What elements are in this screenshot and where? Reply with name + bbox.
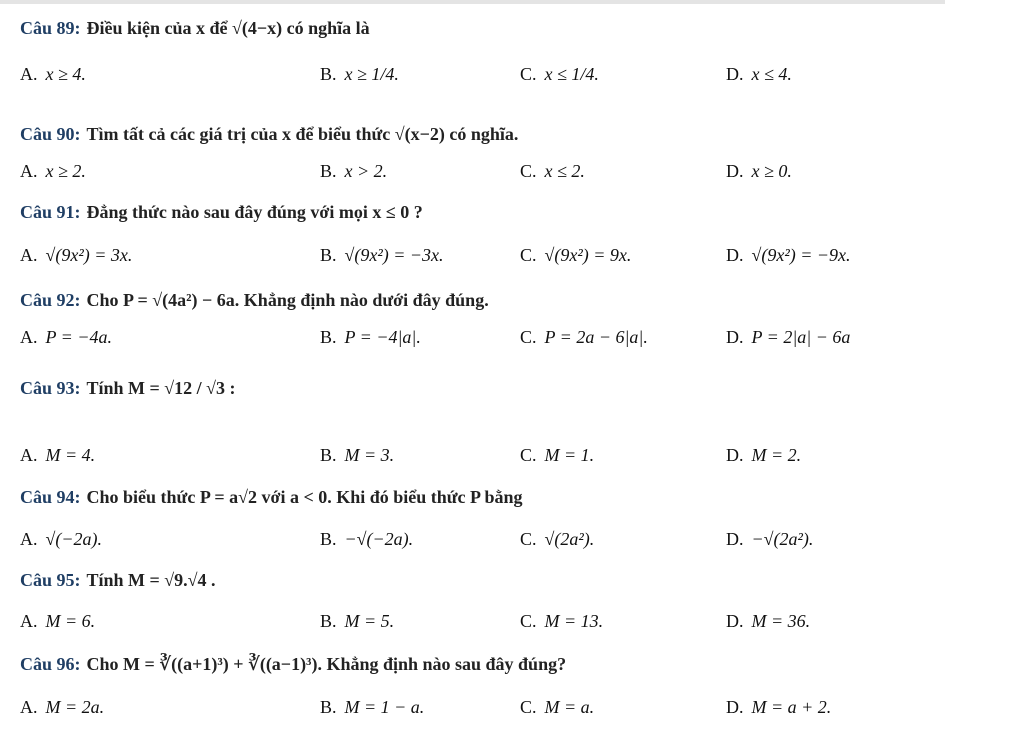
option-label: C. (520, 161, 537, 181)
option-text: M = 5. (344, 611, 395, 631)
answer-option-a[interactable] (20, 610, 95, 632)
answer-option-b[interactable] (320, 160, 387, 182)
answer-option-c[interactable] (520, 63, 599, 85)
question-number: Câu 91: (20, 202, 81, 222)
option-label: B. (320, 161, 337, 181)
answer-option-b[interactable] (320, 528, 413, 550)
question-number: Câu 90: (20, 124, 81, 144)
question-92 (20, 290, 489, 310)
option-text: M = 1. (544, 445, 595, 465)
option-text: √(9x²) = −3x. (344, 245, 444, 265)
option-text: x ≥ 1/4. (344, 64, 399, 84)
option-text: M = 6. (45, 611, 96, 631)
option-label: B. (320, 611, 337, 631)
answer-option-a[interactable] (20, 244, 132, 266)
option-text: M = a + 2. (751, 697, 832, 717)
option-label: D. (726, 64, 744, 84)
question-95 (20, 570, 216, 590)
answer-option-d[interactable] (726, 444, 801, 466)
option-label: B. (320, 327, 337, 347)
answer-option-c[interactable] (520, 444, 594, 466)
answer-option-c[interactable] (520, 160, 585, 182)
answer-options (20, 696, 940, 720)
top-divider (0, 0, 945, 4)
option-label: B. (320, 529, 337, 549)
option-label: C. (520, 611, 537, 631)
question-91 (20, 202, 423, 222)
answer-options (20, 63, 940, 87)
question-stem: Tính M = √9.√4 . (86, 570, 216, 590)
question-stem: Tìm tất cả các giá trị của x để biểu thức √(x−2) có nghĩa. (86, 124, 519, 144)
question-90 (20, 124, 518, 144)
question-stem: Đẳng thức nào sau đây đúng với mọi x ≤ 0 ? (86, 202, 423, 222)
option-label: D. (726, 697, 744, 717)
answer-options (20, 244, 940, 268)
option-text: M = 2. (751, 445, 802, 465)
question-stem: Cho biểu thức P = a√2 với a < 0. Khi đó biểu thức P bằng (86, 487, 523, 507)
answer-option-c[interactable] (520, 326, 648, 348)
option-text: M = 1 − a. (344, 697, 425, 717)
option-label: C. (520, 697, 537, 717)
answer-options (20, 326, 940, 350)
option-text: √(2a²). (544, 529, 595, 549)
option-text: x ≤ 2. (544, 161, 585, 181)
answer-option-b[interactable] (320, 244, 444, 266)
option-label: D. (726, 611, 744, 631)
option-text: √(9x²) = 3x. (45, 245, 133, 265)
answer-option-d[interactable] (726, 696, 831, 718)
option-label: D. (726, 327, 744, 347)
option-text: M = 36. (751, 611, 811, 631)
option-label: C. (520, 445, 537, 465)
answer-option-d[interactable] (726, 160, 792, 182)
option-text: P = −4|a|. (344, 327, 421, 347)
answer-option-a[interactable] (20, 444, 95, 466)
option-text: √(9x²) = 9x. (544, 245, 632, 265)
option-text: x ≥ 2. (45, 161, 86, 181)
option-label: D. (726, 529, 744, 549)
option-label: A. (20, 445, 38, 465)
question-stem: Cho P = √(4a²) − 6a. Khẳng định nào dưới đây đúng. (86, 290, 489, 310)
answer-option-b[interactable] (320, 444, 394, 466)
option-text: x ≤ 1/4. (544, 64, 599, 84)
answer-options (20, 610, 940, 634)
answer-option-d[interactable] (726, 610, 810, 632)
answer-option-b[interactable] (320, 63, 399, 85)
option-label: A. (20, 611, 38, 631)
answer-option-a[interactable] (20, 528, 102, 550)
option-label: B. (320, 245, 337, 265)
option-label: C. (520, 529, 537, 549)
answer-option-b[interactable] (320, 326, 421, 348)
option-label: A. (20, 529, 38, 549)
option-text: −√(−2a). (344, 529, 414, 549)
question-number: Câu 93: (20, 378, 81, 398)
option-text: −√(2a²). (751, 529, 814, 549)
question-stem: Tính M = √12 / √3 : (86, 378, 236, 398)
answer-option-b[interactable] (320, 610, 394, 632)
answer-option-b[interactable] (320, 696, 424, 718)
answer-option-d[interactable] (726, 528, 813, 550)
question-89 (20, 18, 370, 38)
question-stem: Điều kiện của x để √(4−x) có nghĩa là (86, 18, 370, 38)
option-label: B. (320, 697, 337, 717)
question-number: Câu 89: (20, 18, 81, 38)
option-label: A. (20, 161, 38, 181)
question-number: Câu 92: (20, 290, 81, 310)
option-text: M = 13. (544, 611, 604, 631)
question-94 (20, 487, 523, 507)
option-label: A. (20, 697, 38, 717)
option-label: C. (520, 327, 537, 347)
option-text: √(−2a). (45, 529, 103, 549)
answer-options (20, 444, 940, 468)
answer-option-c[interactable] (520, 696, 594, 718)
answer-option-a[interactable] (20, 696, 104, 718)
answer-option-a[interactable] (20, 63, 86, 85)
answer-option-a[interactable] (20, 326, 112, 348)
answer-option-c[interactable] (520, 610, 603, 632)
answer-option-c[interactable] (520, 244, 631, 266)
option-label: D. (726, 245, 744, 265)
answer-options (20, 528, 940, 552)
option-text: P = −4a. (45, 327, 112, 347)
option-text: x ≥ 0. (751, 161, 792, 181)
option-text: M = 2a. (45, 697, 105, 717)
question-number: Câu 95: (20, 570, 81, 590)
option-label: A. (20, 245, 38, 265)
option-text: P = 2a − 6|a|. (544, 327, 648, 347)
option-label: C. (520, 64, 537, 84)
answer-option-a[interactable] (20, 160, 86, 182)
question-93 (20, 378, 236, 398)
option-text: M = a. (544, 697, 595, 717)
question-number: Câu 96: (20, 654, 81, 674)
option-label: B. (320, 64, 337, 84)
answer-options (20, 160, 940, 184)
question-number: Câu 94: (20, 487, 81, 507)
option-text: x ≤ 4. (751, 64, 792, 84)
option-text: x > 2. (344, 161, 388, 181)
answer-option-d[interactable] (726, 244, 851, 266)
option-label: D. (726, 445, 744, 465)
option-text: P = 2|a| − 6a (751, 327, 851, 347)
answer-option-d[interactable] (726, 63, 792, 85)
question-96 (20, 654, 566, 674)
question-stem: Cho M = ∛((a+1)³) + ∛((a−1)³). Khẳng định nào sau đây đúng? (86, 654, 567, 674)
option-label: A. (20, 327, 38, 347)
option-label: A. (20, 64, 38, 84)
option-label: B. (320, 445, 337, 465)
option-text: √(9x²) = −9x. (751, 245, 851, 265)
option-text: M = 3. (344, 445, 395, 465)
answer-option-c[interactable] (520, 528, 594, 550)
option-text: M = 4. (45, 445, 96, 465)
option-label: D. (726, 161, 744, 181)
option-text: x ≥ 4. (45, 64, 86, 84)
answer-option-d[interactable] (726, 326, 850, 348)
option-label: C. (520, 245, 537, 265)
